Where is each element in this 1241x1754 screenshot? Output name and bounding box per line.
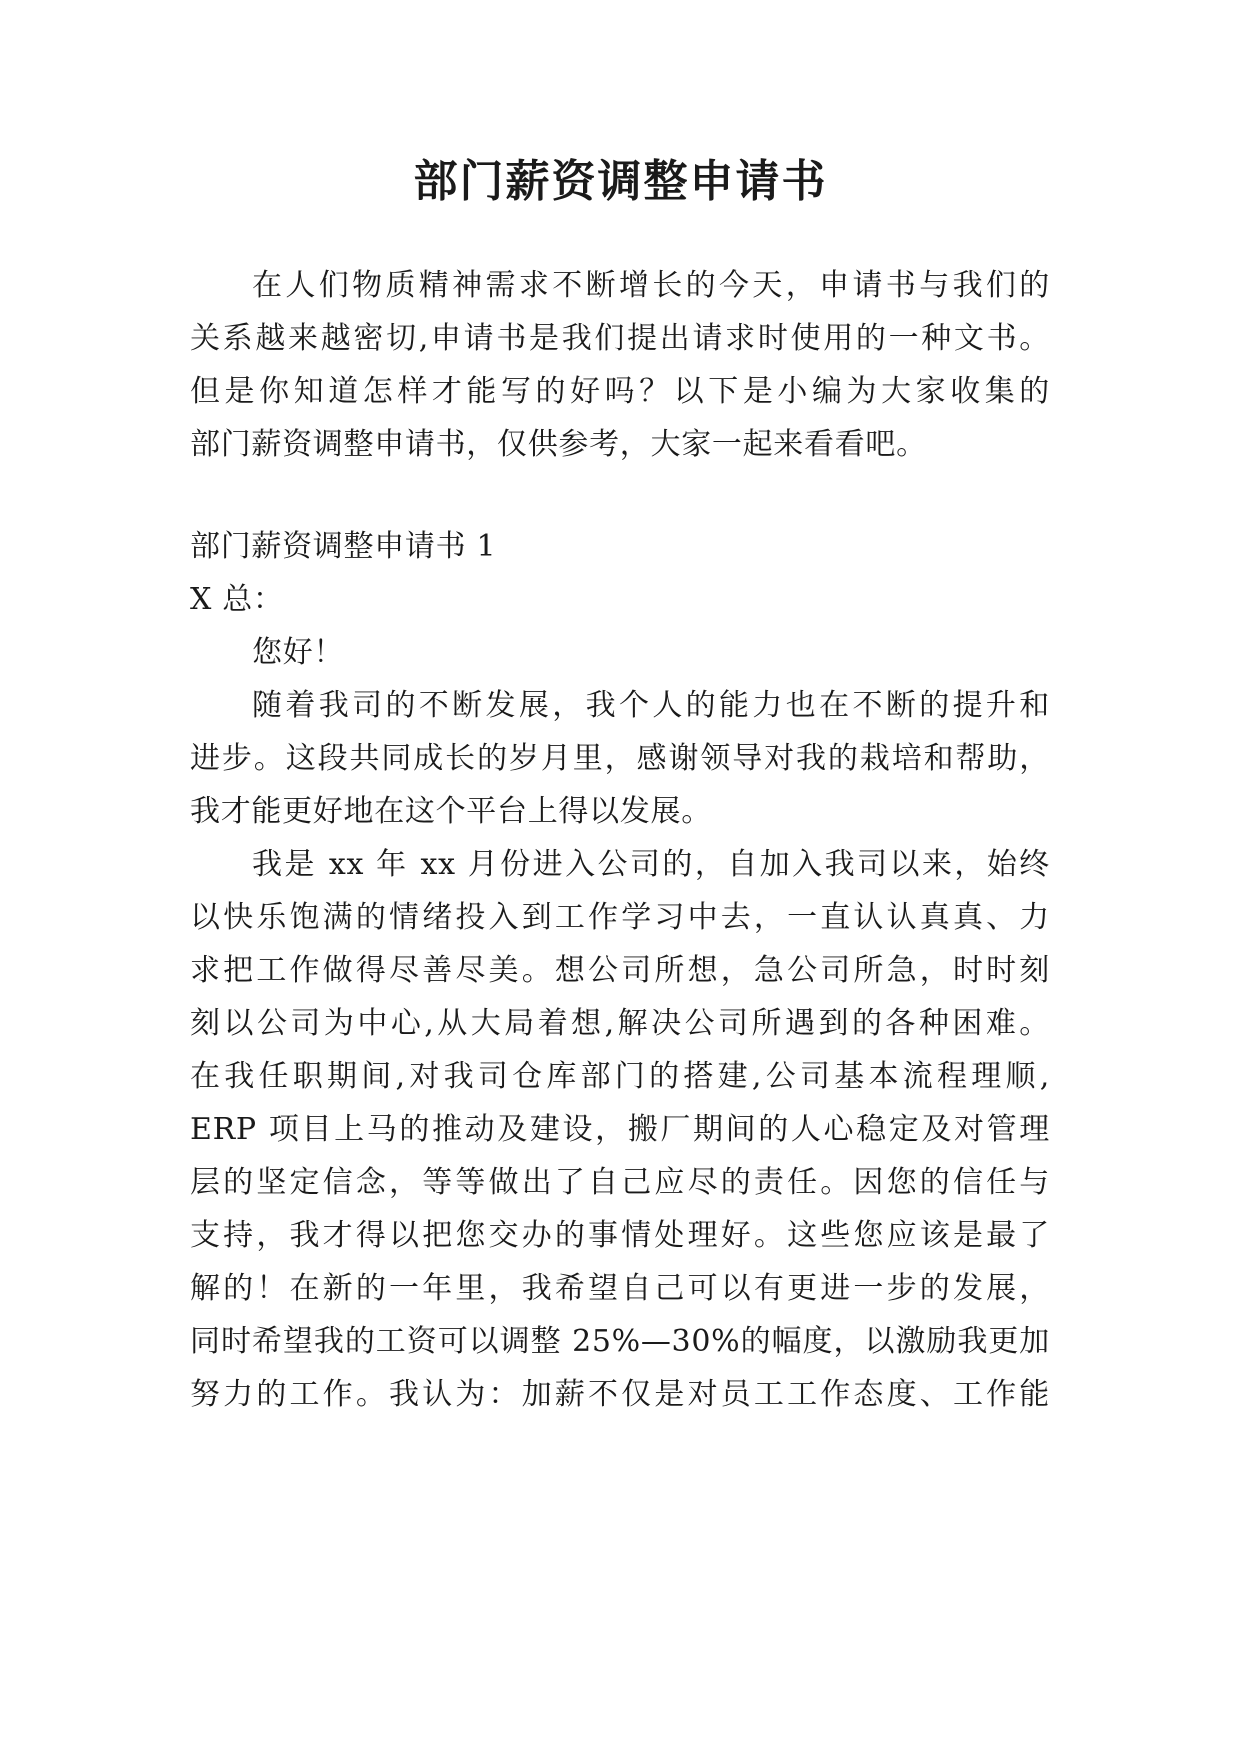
intro-line-3: 但是你知道怎样才能写的好吗？以下是小编为大家收集的 bbox=[190, 374, 1050, 409]
intro-line-4: 部门薪资调整申请书，仅供参考，大家一起来看看吧。 bbox=[190, 427, 927, 462]
para2-line-6: ERP 项目上马的推动及建设，搬厂期间的人心稳定及对管理 bbox=[190, 1112, 1050, 1147]
para1-line-2: 进步。这段共同成长的岁月里，感谢领导对我的栽培和帮助， bbox=[190, 741, 1050, 776]
para2-line-2: 以快乐饱满的情绪投入到工作学习中去，一直认认真真、力 bbox=[190, 900, 1050, 935]
intro-line-2: 关系越来越密切,申请书是我们提出请求时使用的一种文书。 bbox=[190, 321, 1050, 356]
para1-line-1: 随着我司的不断发展，我个人的能力也在不断的提升和 bbox=[252, 688, 1050, 723]
salutation: X 总： bbox=[190, 582, 284, 617]
para2-line-4: 刻以公司为中心,从大局着想,解决公司所遇到的各种困难。 bbox=[190, 1006, 1050, 1041]
section-heading: 部门薪资调整申请书 1 bbox=[190, 529, 497, 564]
para2-line-11: 努力的工作。我认为：加薪不仅是对员工工作态度、工作能 bbox=[190, 1377, 1050, 1412]
para1-line-3: 我才能更好地在这个平台上得以发展。 bbox=[190, 794, 712, 829]
para2-line-9: 解的！在新的一年里，我希望自己可以有更进一步的发展， bbox=[190, 1271, 1050, 1306]
para2-line-1: 我是 xx 年 xx 月份进入公司的，自加入我司以来，始终 bbox=[252, 847, 1050, 882]
para2-line-10: 同时希望我的工资可以调整 25%—30%的幅度，以激励我更加 bbox=[190, 1324, 1050, 1359]
greeting: 您好！ bbox=[252, 635, 345, 670]
para2-line-7: 层的坚定信念，等等做出了自己应尽的责任。因您的信任与 bbox=[190, 1165, 1050, 1200]
para2-line-3: 求把工作做得尽善尽美。想公司所想，急公司所急，时时刻 bbox=[190, 953, 1050, 988]
document-title: 部门薪资调整申请书 bbox=[413, 156, 828, 207]
para2-line-8: 支持，我才得以把您交办的事情处理好。这些您应该是最了 bbox=[190, 1218, 1050, 1253]
intro-line-1: 在人们物质精神需求不断增长的今天，申请书与我们的 bbox=[252, 268, 1050, 303]
para2-line-5: 在我任职期间,对我司仓库部门的搭建,公司基本流程理顺, bbox=[190, 1059, 1050, 1094]
